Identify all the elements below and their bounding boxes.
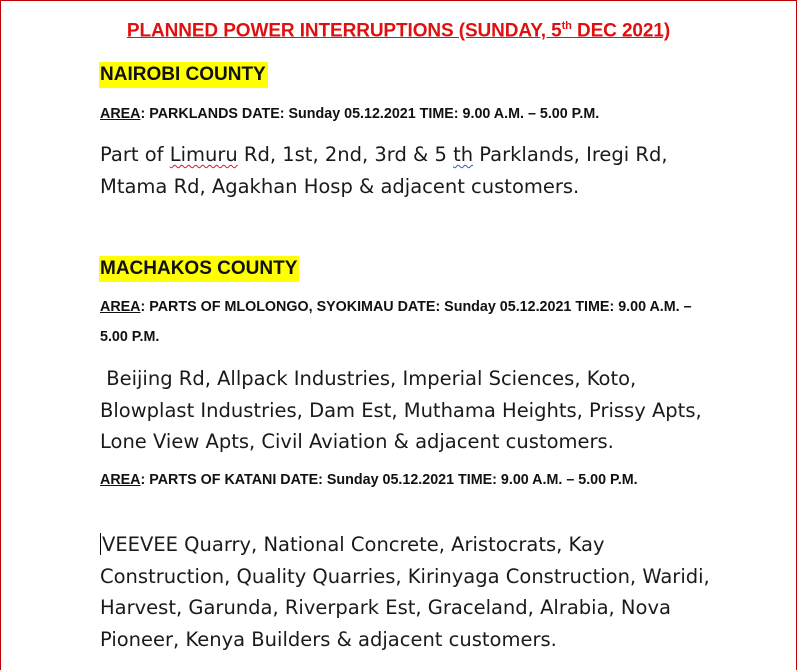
area-line-katani: [100, 465, 700, 495]
county-heading-nairobi: NAIROBI COUNTY: [99, 62, 268, 88]
text-cursor: [100, 533, 101, 555]
title-superscript: th: [561, 20, 572, 32]
area-details: : PARTS OF KATANI DATE: Sunday 05.12.2021 TIME: 9.00 A.M. – 5.00 P.M.: [140, 472, 638, 488]
spellcheck-word: Limuru: [169, 143, 238, 166]
page-title: PLANNED POWER INTERRUPTIONS (SUNDAY, 5th DEC 2021): [126, 20, 671, 42]
area-label: AREA: [100, 106, 141, 122]
affected-customers-mlolongo: Beijing Rd, Allpack Industries, Imperial Sciences, Koto, Blowplast Industries, Dam Est, Muthama Heights, Prissy Apts, Lone View Apts, Civil Aviation & adjacent customers.: [100, 367, 708, 453]
affected-customers-parklands: Part of Limuru Rd, 1st, 2nd, 3rd & 5 th Parklands, Iregi Rd, Mtama Rd, Agakhan Hosp & adjacent customers.: [100, 143, 668, 198]
area-line-parklands: [100, 99, 700, 129]
area-label: AREA: [100, 299, 141, 315]
area-line-mlolongo: [100, 292, 700, 352]
county-heading-machakos: MACHAKOS COUNTY: [99, 256, 299, 282]
affected-customers-katani[interactable]: VEEVEE Quarry, National Concrete, Aristocrats, Kay Construction, Quality Quarries, Kirinyaga Construction, Waridi, Harvest, Garunda, Riverpark Est, Graceland, Alrabia, Nova Pioneer, Kenya Builders & adjacent customers.: [100, 533, 710, 651]
area-label: AREA: [100, 472, 141, 488]
area-details: : PARTS OF MLOLONGO, SYOKIMAU DATE: Sunday 05.12.2021 TIME: 9.00 A.M. – 5.00 P.M.: [100, 299, 692, 345]
area-details: : PARKLANDS DATE: Sunday 05.12.2021 TIME: 9.00 A.M. – 5.00 P.M.: [140, 106, 600, 122]
grammar-check-word: th: [453, 143, 474, 166]
